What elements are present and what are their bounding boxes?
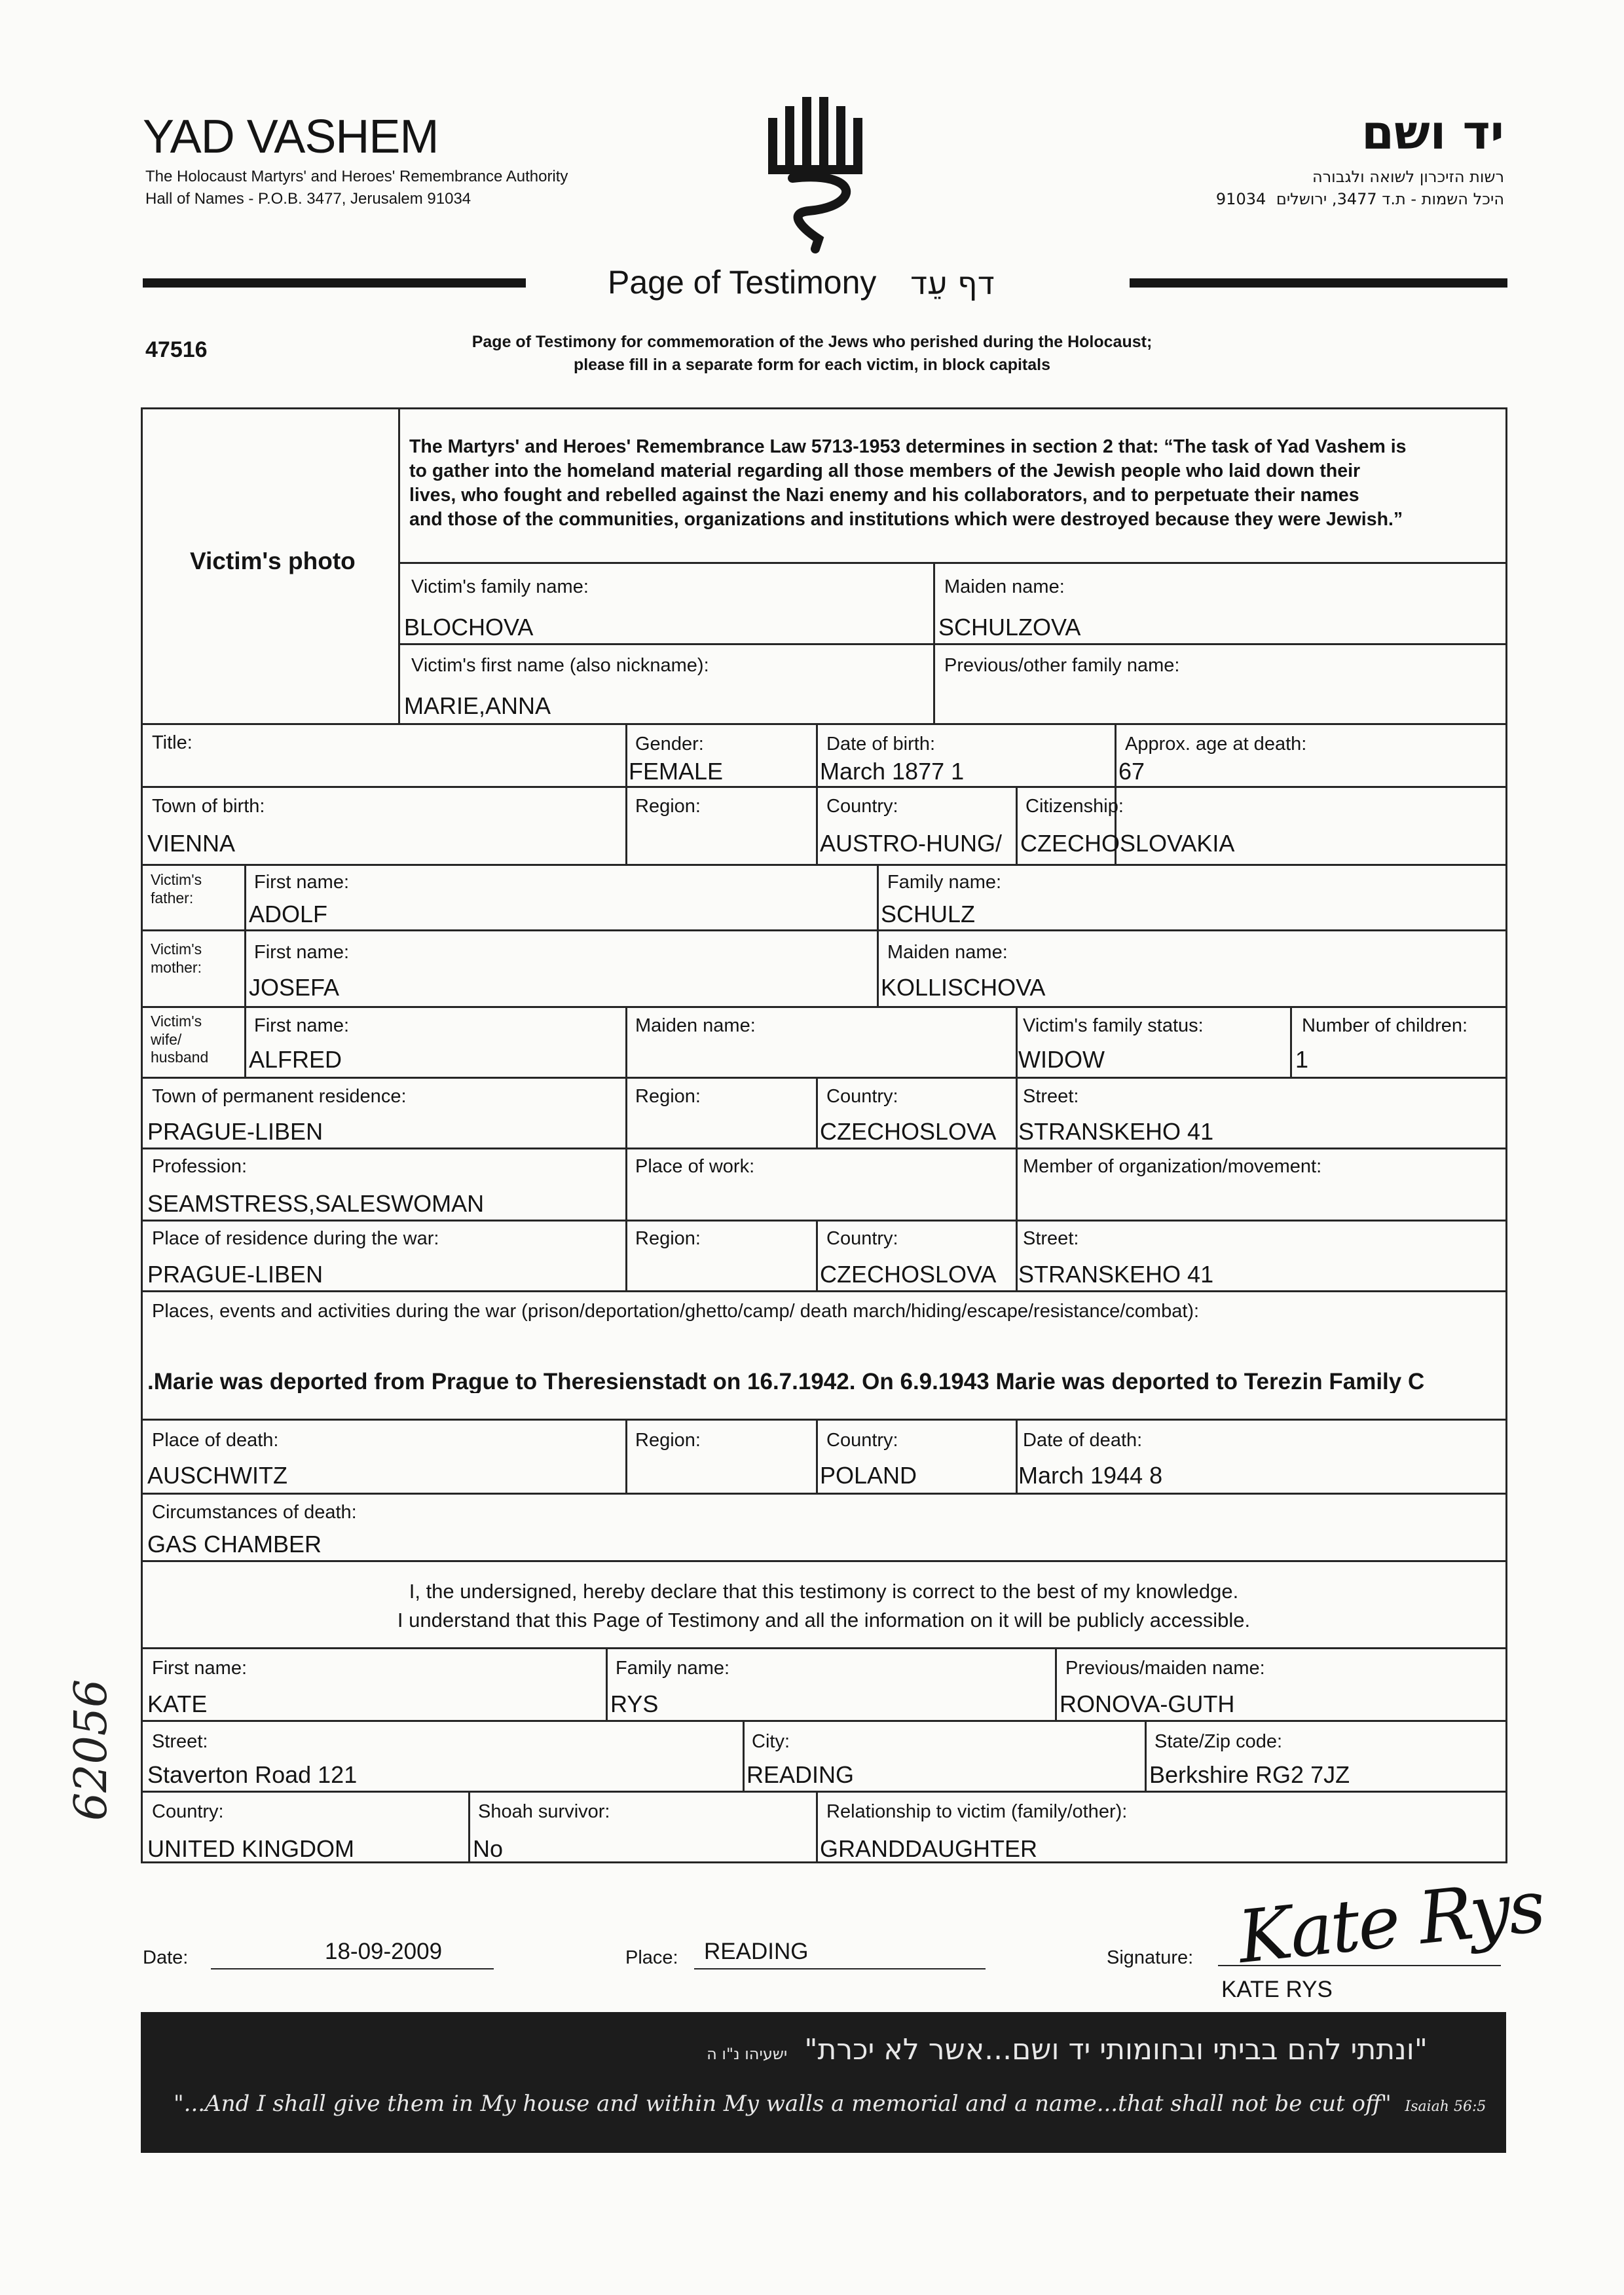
profession-label: Profession: xyxy=(152,1156,248,1177)
residence-war-label: Place of residence during the war: xyxy=(152,1228,439,1249)
declaration-line-1: I, the undersigned, hereby declare that this testimony is correct to the best of my knowledge. xyxy=(409,1580,1239,1603)
victims-spouse-label: Victim's wife/ husband xyxy=(151,1013,209,1066)
title-rule-left xyxy=(143,278,526,288)
war-events-field[interactable]: .Marie was deported from Prague to Theresienstadt on 16.7.1942. On 6.9.1943 Marie was deported to Terezin Family C xyxy=(147,1370,1425,1393)
war-country-field[interactable]: CZECHOSLOVA xyxy=(820,1263,997,1286)
place-of-death-field[interactable]: AUSCHWITZ xyxy=(147,1462,287,1489)
mother-first-name-label: First name: xyxy=(254,942,350,963)
declaration-line-2: I understand that this Page of Testimony and all the information on it will be publicly accessible. xyxy=(397,1609,1251,1632)
gender-label: Gender: xyxy=(635,734,704,755)
submitter-country-field[interactable]: UNITED KINGDOM xyxy=(147,1835,355,1862)
permanent-street-label: Street: xyxy=(1023,1086,1079,1107)
submitter-state-zip-label: State/Zip code: xyxy=(1154,1731,1283,1752)
family-name-field[interactable]: BLOCHOVA xyxy=(404,614,534,641)
maiden-name-field[interactable]: SCHULZOVA xyxy=(938,614,1081,641)
number-of-children-field[interactable]: 1 xyxy=(1295,1046,1309,1073)
death-region-label: Region: xyxy=(635,1430,701,1451)
date-of-birth-field[interactable]: March 1877 1 xyxy=(820,758,965,785)
mother-maiden-name-label: Maiden name: xyxy=(887,942,1008,963)
declaration xyxy=(143,1577,1505,1635)
date-of-death-field[interactable]: March 1944 8 xyxy=(1018,1462,1163,1489)
circumstances-field[interactable]: GAS CHAMBER xyxy=(147,1531,322,1558)
form-title-he: דף עֵד xyxy=(910,265,995,302)
permanent-street-field[interactable]: STRANSKEHO 41 xyxy=(1018,1118,1214,1145)
father-family-name-label: Family name: xyxy=(887,872,1002,893)
profession-field[interactable]: SEAMSTRESS,SALESWOMAN xyxy=(147,1190,485,1217)
submitter-street-field[interactable]: Staverton Road 121 xyxy=(147,1761,358,1788)
number-of-children-label: Number of children: xyxy=(1302,1015,1468,1036)
org-address-he-text: היכל השמות - ת.ד 3477, ירושלים xyxy=(1276,190,1504,208)
approx-age-label: Approx. age at death: xyxy=(1125,734,1307,755)
title-label: Title: xyxy=(152,732,193,753)
town-permanent-field[interactable]: PRAGUE-LIBEN xyxy=(147,1118,323,1145)
org-zip-he: 91034 xyxy=(1215,190,1266,208)
permanent-country-label: Country: xyxy=(826,1086,898,1107)
law-line-4: and those of the communities, organizations and institutions which were destroyed because they were Jewish.” xyxy=(409,509,1403,530)
place-underline xyxy=(694,1968,986,1969)
org-subtitle: The Holocaust Martyrs' and Heroes' Remembrance Authority xyxy=(145,168,568,185)
relationship-label: Relationship to victim (family/other): xyxy=(826,1801,1128,1822)
quote-hebrew-ref: ישעיהו נ"ו ה xyxy=(707,2045,788,2063)
law-line-1: The Martyrs' and Heroes' Remembrance Law 5713-1953 determines in section 2 that: “The task of Yad Vashem is xyxy=(409,436,1407,457)
residence-war-field[interactable]: PRAGUE-LIBEN xyxy=(147,1261,323,1288)
quote-english-ref: Isaiah 56:5 xyxy=(1405,2099,1486,2115)
place-of-death-label: Place of death: xyxy=(152,1430,279,1451)
date-label: Date: xyxy=(143,1947,189,1968)
maiden-name-label: Maiden name: xyxy=(944,576,1065,597)
mother-first-name-field[interactable]: JOSEFA xyxy=(249,974,340,1001)
org-subtitle-he: רשות הזיכרון לשואה ולגבורה xyxy=(1312,168,1504,186)
date-of-birth-label: Date of birth: xyxy=(826,734,936,755)
father-family-name-field[interactable]: SCHULZ xyxy=(881,901,976,927)
member-org-label: Member of organization/movement: xyxy=(1023,1156,1322,1177)
birth-country-label: Country: xyxy=(826,796,898,817)
birth-country-field[interactable]: AUSTRO-HUNG/ xyxy=(820,832,1002,855)
citizenship-label: Citizenship: xyxy=(1025,796,1124,817)
death-country-field[interactable]: POLAND xyxy=(820,1462,917,1489)
permanent-country-field[interactable]: CZECHOSLOVA xyxy=(820,1120,997,1144)
shoah-survivor-label: Shoah survivor: xyxy=(478,1801,610,1822)
submitter-first-name-label: First name: xyxy=(152,1658,248,1679)
war-region-label: Region: xyxy=(635,1228,701,1249)
submitter-country-label: Country: xyxy=(152,1801,224,1822)
submitter-first-name-field[interactable]: KATE xyxy=(147,1690,208,1717)
org-name-he: יד ושם xyxy=(1361,105,1504,160)
shoah-survivor-field[interactable]: No xyxy=(473,1835,504,1862)
quote-hebrew-text: "ונתתי להם בביתי ובחומותי יד ושם...אשר לא יכרת" xyxy=(804,2033,1428,2066)
signature-label: Signature: xyxy=(1107,1947,1194,1968)
spouse-maiden-name-label: Maiden name: xyxy=(635,1015,756,1036)
town-permanent-label: Town of permanent residence: xyxy=(152,1086,407,1107)
spouse-first-name-label: First name: xyxy=(254,1015,350,1036)
submitter-state-zip-field[interactable]: Berkshire RG2 7JZ xyxy=(1149,1761,1350,1788)
previous-family-name-label: Previous/other family name: xyxy=(944,655,1180,676)
submitter-family-name-label: Family name: xyxy=(616,1658,730,1679)
mother-maiden-name-field[interactable]: KOLLISCHOVA xyxy=(881,974,1046,1001)
instructions xyxy=(367,331,1257,377)
father-first-name-label: First name: xyxy=(254,872,350,893)
handwritten-id: 62056 xyxy=(65,1679,117,1821)
quote-band xyxy=(141,2012,1506,2153)
title-rule-right xyxy=(1130,278,1507,288)
father-first-name-field[interactable]: ADOLF xyxy=(249,901,328,927)
relationship-field[interactable]: GRANDDAUGHTER xyxy=(820,1835,1038,1862)
signature-print: KATE RYS xyxy=(1221,1977,1333,2002)
org-address: Hall of Names - P.O.B. 3477, Jerusalem 91034 xyxy=(145,190,471,208)
law-line-2: to gather into the homeland material regarding all those members of the Jewish people who laid down their xyxy=(409,460,1361,481)
birth-region-label: Region: xyxy=(635,796,701,817)
instructions-line-2: please fill in a separate form for each victim, in block capitals xyxy=(573,356,1051,374)
war-street-label: Street: xyxy=(1023,1228,1079,1249)
first-name-label: Victim's first name (also nickname): xyxy=(411,655,709,676)
town-of-birth-field[interactable]: VIENNA xyxy=(147,830,236,857)
citizenship-field[interactable]: CZECHOSLOVAKIA xyxy=(1020,830,1235,857)
approx-age-field[interactable]: 67 xyxy=(1118,758,1145,785)
date-underline xyxy=(211,1968,494,1969)
town-of-birth-label: Town of birth: xyxy=(152,796,265,817)
family-status-field[interactable]: WIDOW xyxy=(1018,1046,1105,1073)
submitter-previous-maiden-field[interactable]: RONOVA-GUTH xyxy=(1060,1690,1235,1717)
form-title: Page of Testimony xyxy=(608,264,877,301)
yad-vashem-logo xyxy=(763,92,874,255)
submitter-previous-maiden-label: Previous/maiden name: xyxy=(1065,1658,1265,1679)
submission-date-field[interactable]: 18-09-2009 xyxy=(325,1939,443,1964)
places-events-label: Places, events and activities during the war (prison/deportation/ghetto/camp/ death march/hiding/escape/resistance/combat): xyxy=(152,1301,1200,1322)
instructions-line-1: Page of Testimony for commemoration of the Jews who perished during the Holocaust; xyxy=(471,333,1153,351)
form-number: 47516 xyxy=(145,337,208,362)
submitter-family-name-field[interactable]: RYS xyxy=(610,1690,659,1717)
quote-english xyxy=(174,2091,1486,2117)
first-name-field[interactable]: MARIE,ANNA xyxy=(404,692,551,719)
victims-mother-label: Victim's mother: xyxy=(151,941,202,976)
victims-father-label: Victim's father: xyxy=(151,871,202,906)
org-address-he xyxy=(1216,190,1504,208)
war-country-label: Country: xyxy=(826,1228,898,1249)
quote-english-text: "...And I shall give them in My house and within My walls a memorial and a name...that shall not be cut off" xyxy=(174,2091,1392,2117)
signature-underline xyxy=(1218,1965,1501,1966)
victims-photo-label: Victim's photo xyxy=(190,548,356,574)
law-line-3: lives, who fought and rebelled against the Nazi enemy and his collaborators, and to perpetuate their names xyxy=(409,485,1359,506)
family-name-label: Victim's family name: xyxy=(411,576,589,597)
submitter-street-label: Street: xyxy=(152,1731,208,1752)
org-name: YAD VASHEM xyxy=(143,111,439,163)
submitter-city-field[interactable]: READING xyxy=(747,1761,855,1788)
war-street-field[interactable]: STRANSKEHO 41 xyxy=(1018,1261,1214,1288)
submission-place-field[interactable]: READING xyxy=(704,1939,809,1964)
law-text xyxy=(409,435,1500,532)
quote-hebrew xyxy=(707,2033,1428,2066)
place-of-work-label: Place of work: xyxy=(635,1156,755,1177)
place-label: Place: xyxy=(625,1947,678,1968)
signature-script: Kate Rys xyxy=(1234,1863,1547,1980)
date-of-death-label: Date of death: xyxy=(1023,1430,1143,1451)
family-status-label: Victim's family status: xyxy=(1023,1015,1204,1036)
circumstances-label: Circumstances of death: xyxy=(152,1502,357,1523)
death-country-label: Country: xyxy=(826,1430,898,1451)
spouse-first-name-field[interactable]: ALFRED xyxy=(249,1046,342,1073)
gender-field[interactable]: FEMALE xyxy=(629,758,724,785)
permanent-region-label: Region: xyxy=(635,1086,701,1107)
submitter-city-label: City: xyxy=(752,1731,790,1752)
